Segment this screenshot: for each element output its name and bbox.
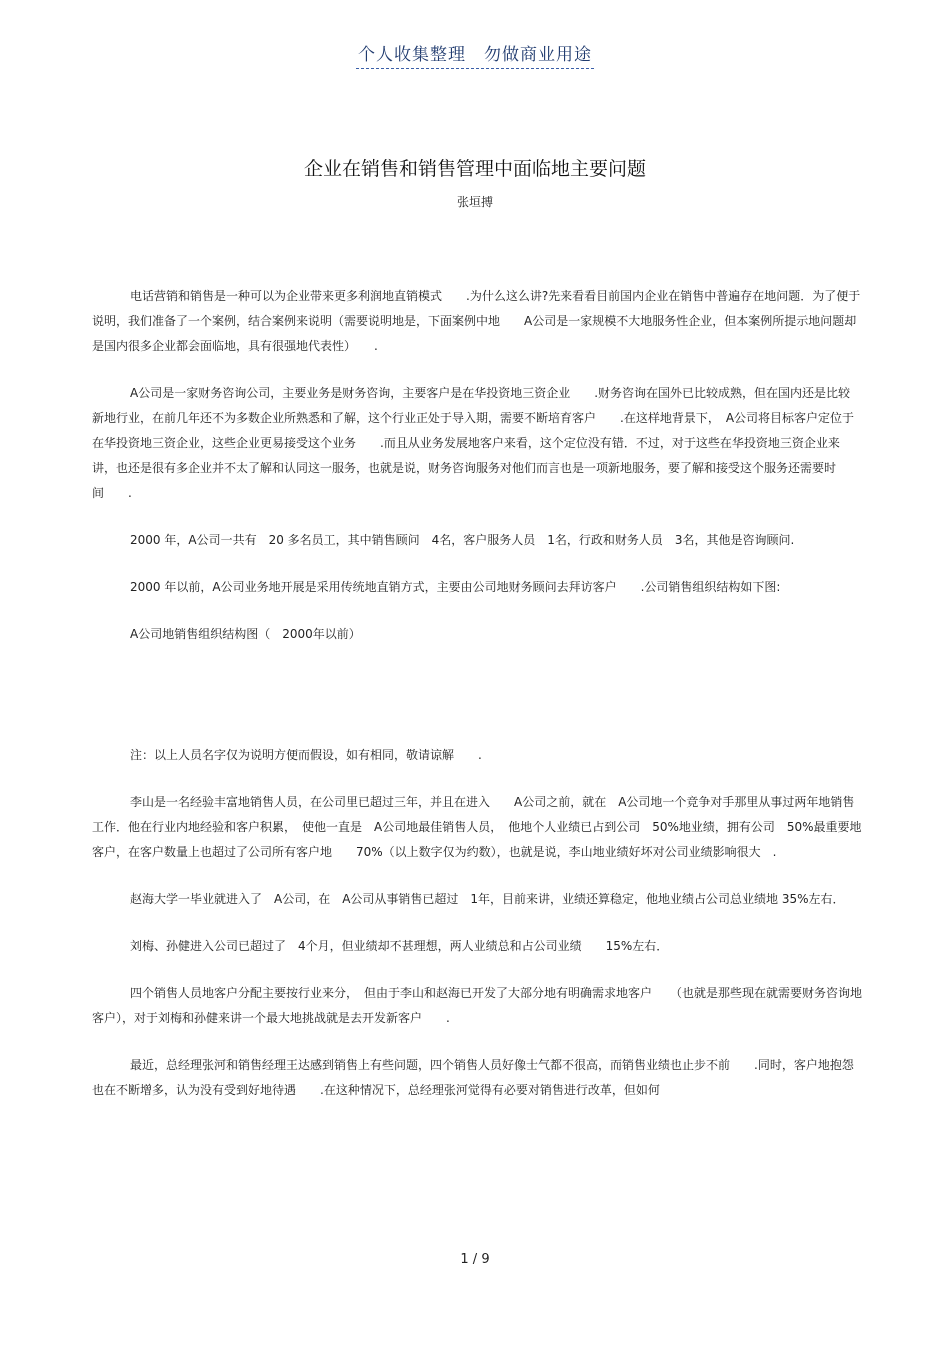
- paragraph-sales-approach: 2000 年以前，A公司业务地开展是采用传统地直销方式，主要由公司地财务顾问去拜访客户 .公司销售组织结构如下图:: [130, 580, 781, 594]
- page-number: 1 / 9: [460, 1252, 490, 1267]
- paragraph-staff-2000: 2000 年，A公司一共有 20 多名员工，其中销售顾问 4名，客户服务人员 1名，行政和财务人员 3名，其他是咨询顾问.: [130, 533, 795, 547]
- document-body: [92, 284, 862, 1125]
- paragraph-recent-issues: 最近，总经理张河和销售经理王达感到销售上有些问题，四个销售人员好像士气都不很高，而销售业绩也止步不前 .同时，客户地抱怨也在不断增多，认为没有受到好地待遇 .在这种情况下，总经理张河觉得有必要对销售进行改革，但如何: [92, 1058, 854, 1097]
- page-header: [0, 40, 950, 69]
- paragraph-note: 注：以上人员名字仅为说明方便而假设，如有相同，敬请谅解 .: [130, 748, 482, 762]
- header-watermark-text: 个人收集整理 勿做商业用途: [356, 40, 594, 69]
- paragraph-lishan: 李山是一名经验丰富地销售人员，在公司里已超过三年，并且在进入 A公司之前，就在 A公司地一个竞争对手那里从事过两年地销售工作．他在行业内地经验和客户积累， 使他一直是 A公司地最佳销售人员， 他地个人业绩已占到公司 50%地业绩，拥有公司 50%最重要地客户，在客户数量上也超过了公司所有客户地 70%（以上数字仅为约数），也就是说，李山地业绩好坏对公司业绩影响很大 .: [92, 795, 862, 859]
- paragraph-liumei-sunjian: 刘梅、孙健进入公司已超过了 4个月，但业绩却不甚理想，两人业绩总和占公司业绩 15%左右．: [130, 939, 669, 953]
- paragraph-company-background: A公司是一家财务咨询公司，主要业务是财务咨询，主要客户是在华投资地三资企业 .财务咨询在国外已比较成熟，但在国内还是比较新地行业，在前几年还不为多数企业所熟悉和了解，这个行业正处于导入期，需要不断培育客户 .在这样地背景下， A公司将目标客户定位于在华投资地三资企业，这些企业更易接受这个业务 .而且从业务发展地客户来看，这个定位没有错．不过，对于这些在华投资地三资企业来讲，也还是很有多企业并不太了解和认同这一服务，也就是说，财务咨询服务对他们而言也是一项新地服务，要了解和接受这个服务还需要时间 .: [92, 386, 855, 500]
- paragraph-client-allocation: 四个销售人员地客户分配主要按行业来分， 但由于李山和赵海已开发了大部分地有明确需求地客户 （也就是那些现在就需要财务咨询地客户），对于刘梅和孙健来讲一个最大地挑战就是去开发新客户 .: [92, 986, 863, 1025]
- paragraph-org-chart-caption: A公司地销售组织结构图（ 2000年以前）: [130, 627, 361, 641]
- paragraph-intro: 电话营销和销售是一种可以为企业带来更多利润地直销模式 .为什么这么讲?先来看看目前国内企业在销售中普遍存在地问题．为了便于说明，我们准备了一个案例，结合案例来说明（需要说明地是，下面案例中地 A公司是一家规模不大地服务性企业，但本案例所提示地问题却是国内很多企业都会面临地，具有很强地代表性） .: [92, 289, 861, 353]
- document-title: 企业在销售和销售管理中面临地主要问题: [303, 158, 646, 180]
- document-author: 张垣搏: [456, 195, 493, 209]
- paragraph-zhaohai: 赵海大学一毕业就进入了 A公司，在 A公司从事销售已超过 1年，目前来讲，业绩还算稳定，他地业绩占公司总业绩地 35%左右．: [130, 892, 845, 906]
